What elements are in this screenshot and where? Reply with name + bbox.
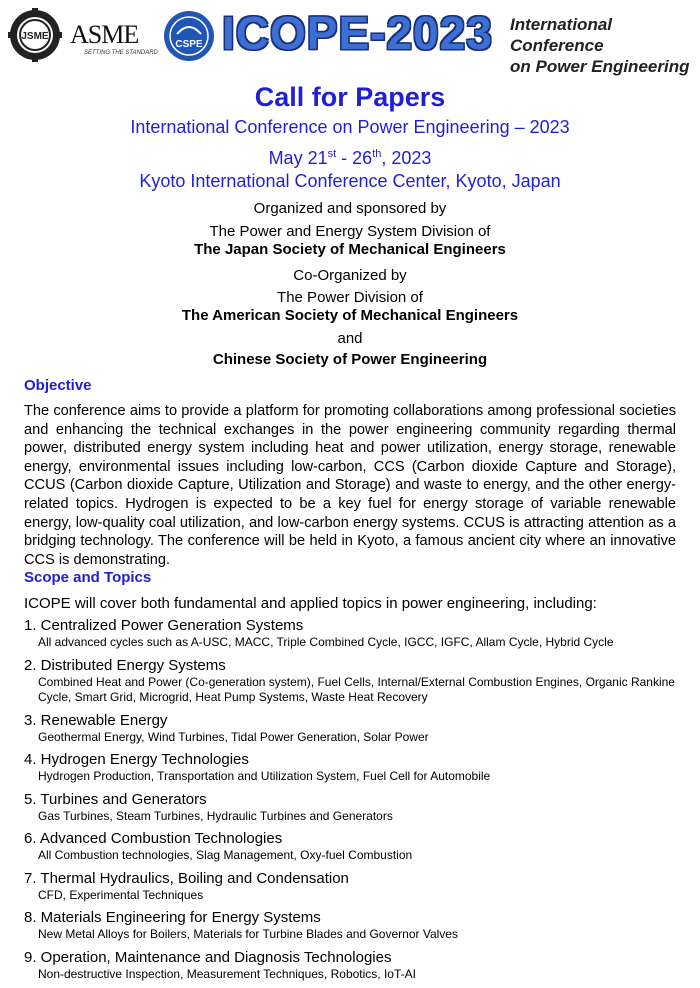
- topic-description: Combined Heat and Power (Co-generation system), Fuel Cells, Internal/External Combustion Engines, Organic Rankine Cycle, Smart Grid, Microgrid, Heat Pump Systems, Waste Heat Recovery: [38, 674, 675, 704]
- asme-logo: [70, 18, 158, 60]
- organized-label: Organized and sponsored by: [253, 200, 447, 217]
- topic-title: 9. Operation, Maintenance and Diagnosis Technologies: [24, 948, 392, 966]
- topic-title: 1. Centralized Power Generation Systems: [24, 617, 304, 634]
- coorganizer-division: The Power Division of: [277, 289, 423, 306]
- call-for-papers-title: Call for Papers: [254, 82, 446, 112]
- scope-intro: ICOPE will cover both fundamental and applied topics in power engineering, including:: [24, 595, 597, 612]
- topic-description: CFD, Experimental Techniques: [38, 887, 204, 902]
- list-item: [24, 657, 694, 706]
- list-item: [24, 830, 694, 864]
- topic-description: All advanced cycles such as A-USC, MACC, Triple Combined Cycle, IGCC, IGFC, Allam Cycle, Hybrid Cycle: [38, 635, 614, 649]
- topic-title: 5. Turbines and Generators: [24, 790, 207, 808]
- list-item: [24, 909, 694, 943]
- topics-list: [24, 617, 694, 988]
- list-item: [24, 617, 694, 651]
- asme-tagline: SETTING THE STANDARD: [84, 50, 158, 56]
- conference-dates: May 21st - 26th, 2023: [268, 148, 432, 168]
- objective-paragraph: The conference aims to provide a platform for promoting collaborations among professional societies and enhancing the technical exchanges in the power engineering community regarding thermal power, distributed energy system including heat and power utilization, energy storage, renewable energy, environmental issues including low-carbon, CCS (Carbon dioxide Capture and Storage), CCUS (Carbon dioxide Capture, Utilization and Storage) and waste to energy, and the other energy-related topics. Hydrogen is expected to be a key fuel for energy storage of variable renewable energy, low-quality coal utilization, and low-carbon energy systems. CCUS is attracting attention as a bridging technology. The conference will be held in Kyoto, a famous ancient city where an innovative CCS is demonstrating.: [24, 403, 676, 568]
- topic-title: 7. Thermal Hydraulics, Boiling and Condensation: [24, 869, 349, 887]
- banner-subtitle-line: on Power Engineering: [510, 57, 690, 76]
- conference-banner-title: ICOPE-2023: [222, 7, 493, 59]
- and-label: and: [337, 330, 363, 347]
- jsme-logo: [8, 8, 62, 62]
- topic-description: Geothermal Energy, Wind Turbines, Tidal Power Generation, Solar Power: [38, 729, 429, 744]
- topic-title: 8. Materials Engineering for Energy Systems: [24, 909, 321, 926]
- list-item: [24, 751, 694, 785]
- coorganizer-society-2: Chinese Society of Power Engineering: [212, 351, 488, 368]
- objective-heading: Objective: [24, 377, 92, 394]
- topic-title: 2. Distributed Energy Systems: [24, 656, 226, 674]
- svg-text:JSME: JSME: [21, 31, 49, 42]
- coorganized-label: Co-Organized by: [293, 267, 407, 284]
- banner-subtitle: [510, 14, 700, 77]
- topic-description: New Metal Alloys for Boilers, Materials for Turbine Blades and Governor Valves: [38, 927, 458, 941]
- banner-subtitle-line: International Conference: [510, 15, 613, 55]
- topic-title: 4. Hydrogen Energy Technologies: [24, 751, 249, 768]
- scope-heading: Scope and Topics: [24, 569, 152, 586]
- topic-description: Hydrogen Production, Transportation and Utilization System, Fuel Cell for Automobile: [38, 769, 491, 783]
- topic-title: 3. Renewable Energy: [24, 711, 168, 729]
- list-item: [24, 791, 694, 825]
- conference-name: International Conference on Power Engineering – 2023: [130, 117, 570, 137]
- topic-description: Non-destructive Inspection, Measurement Techniques, Robotics, IoT-AI: [38, 966, 416, 981]
- svg-text:CSPE: CSPE: [175, 39, 203, 50]
- cspe-logo: [163, 10, 215, 62]
- organizer-division: The Power and Energy System Division of: [209, 223, 491, 240]
- topic-description: All Combustion technologies, Slag Management, Oxy-fuel Combustion: [38, 848, 413, 862]
- list-item: [24, 870, 694, 904]
- asme-wordmark: ASME: [70, 20, 139, 49]
- header-banner: [0, 0, 700, 76]
- list-item: [24, 949, 694, 983]
- topic-description: Gas Turbines, Steam Turbines, Hydraulic Turbines and Generators: [38, 808, 393, 823]
- topic-title: 6. Advanced Combustion Technologies: [24, 830, 283, 847]
- conference-venue: Kyoto International Conference Center, Kyoto, Japan: [139, 171, 561, 191]
- organizer-society: The Japan Society of Mechanical Engineers: [194, 241, 506, 258]
- coorganizer-society: The American Society of Mechanical Engineers: [181, 307, 519, 324]
- list-item: [24, 712, 694, 746]
